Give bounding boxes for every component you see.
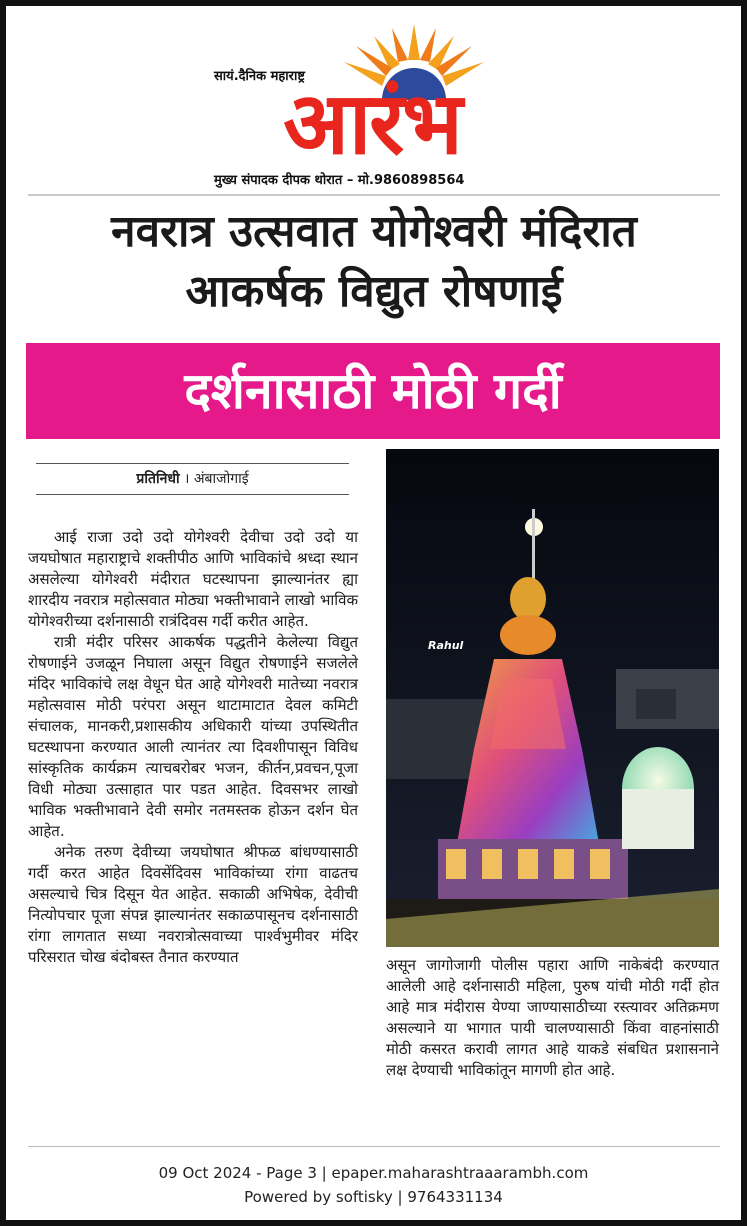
byline-rule-bottom xyxy=(36,494,349,495)
temple-photo xyxy=(386,449,719,947)
article-paragraph: आई राजा उदो उदो योगेश्वरी देवीचा उदो उदो या जयघोषात महाराष्ट्राचे शक्तीपीठ आणि भाविकांचे श्रध्दा स्थान असलेल्या योगेश्वरी मंदीरात घटस्थापना झाल्यानंतर ह्या शारदीय नवरात्र महोत्सवात मोठ्या भक्तीभावाने लाखो भाविक योगेश्वरीच्या दर्शनासाठी रात्रंदिवस गर्दी करीत आहेत. xyxy=(28,528,358,630)
headline-line-1: नवरात्र उत्सवात योगेश्वरी मंदिरात xyxy=(111,206,637,257)
masthead-divider xyxy=(28,194,720,196)
byline-place: अंबाजोगाई xyxy=(193,471,249,487)
byline-separator: । xyxy=(179,471,194,487)
subheadline-banner: दर्शनासाठी मोठी गर्दी xyxy=(26,343,720,439)
article-paragraph: असून जागोजागी पोलीस पहारा आणि नाकेबंदी करण्यात आलेली आहे दर्शनासाठी महिला, पुरुष यांची मोठी गर्दी होत आहे मात्र मंदीरास येण्या जाण्यासाठीच्या रस्त्यावर अतिक्रमण असल्याने या भागात पायी चालण्यासाठी किंवा वाहनांसाठी मोठी कसरत करावी लागत आहे याकडे संबधित प्रशासनाने लक्ष देण्याची भाविकांतून मागणी होत आहे. xyxy=(386,956,719,1079)
headline xyxy=(24,202,724,322)
footer-date-page-url: 09 Oct 2024 - Page 3 | epaper.maharashtraaarambh.com xyxy=(158,1164,589,1182)
byline-label: प्रतिनिधी xyxy=(136,471,180,487)
masthead-tagline: सायं.दैनिक महाराष्ट्र xyxy=(214,69,305,84)
newspaper-logo: आरंभ xyxy=(283,74,461,174)
masthead xyxy=(6,6,741,196)
headline-line-2: आकर्षक विद्युत रोषणाई xyxy=(185,266,563,317)
photo-watermark: Rahul xyxy=(428,639,464,652)
editor-line: मुख्य संपादक दीपक थोरात – मो.9860898564 xyxy=(214,173,465,188)
epaper-page xyxy=(6,6,741,1220)
footer-powered-by: Powered by softisky | 9764331134 xyxy=(244,1188,503,1206)
article-paragraph: रात्री मंदीर परिसर आकर्षक पद्धतीने केलेल्या विद्युत रोषणाईने उजळून निघाला असून विद्युत रोषणाईने सजलेले मंदिर भाविकांचे लक्ष वेधून घेत आहे योगेश्वरी मातेच्या नवरात्र महोत्सवास मोठी परंपरा असून थाटामाटात देवल कमिटी संचालक, मानकरी,प्रशासकीय अधिकारी यांच्या उपस्थितीत घटस्थापना करण्यात आली त्यानंतर त्या दिवशीपासून विविध सांस्कृतिक कार्यक्रम त्याचबरोबर भजन, कीर्तन,प्रवचन,पूजा विधी मोठ्या उत्साहात पार पडत आहेत. दिवसभर लाखो भाविक भक्तीभावाने देवी समोर नतमस्तक होऊन दर्शन घेत आहेत. xyxy=(28,633,358,840)
byline xyxy=(36,463,349,495)
footer-divider xyxy=(28,1146,720,1147)
temple-illustration xyxy=(386,449,719,947)
article-column-left xyxy=(28,527,358,968)
article-column-right xyxy=(386,955,719,1081)
article-paragraph: अनेक तरुण देवीच्या जयघोषात श्रीफळ बांधण्यासाठी गर्दी करत आहेत दिवसेंदिवस भाविकांच्या रांगा वाढतच असल्याचे चित्र दिसून येत आहेत. सकाळी अभिषेक, देवीची नित्योपचार पूजा संपन्न झाल्यानंतर सकाळपासूनच दर्शनासाठी रांगा लागतात सध्या नवरात्रोत्सवाच्या पार्श्वभुमीवर मंदिर परिसरात चोख बंदोबस्त तैनात करण्यात xyxy=(28,843,358,966)
